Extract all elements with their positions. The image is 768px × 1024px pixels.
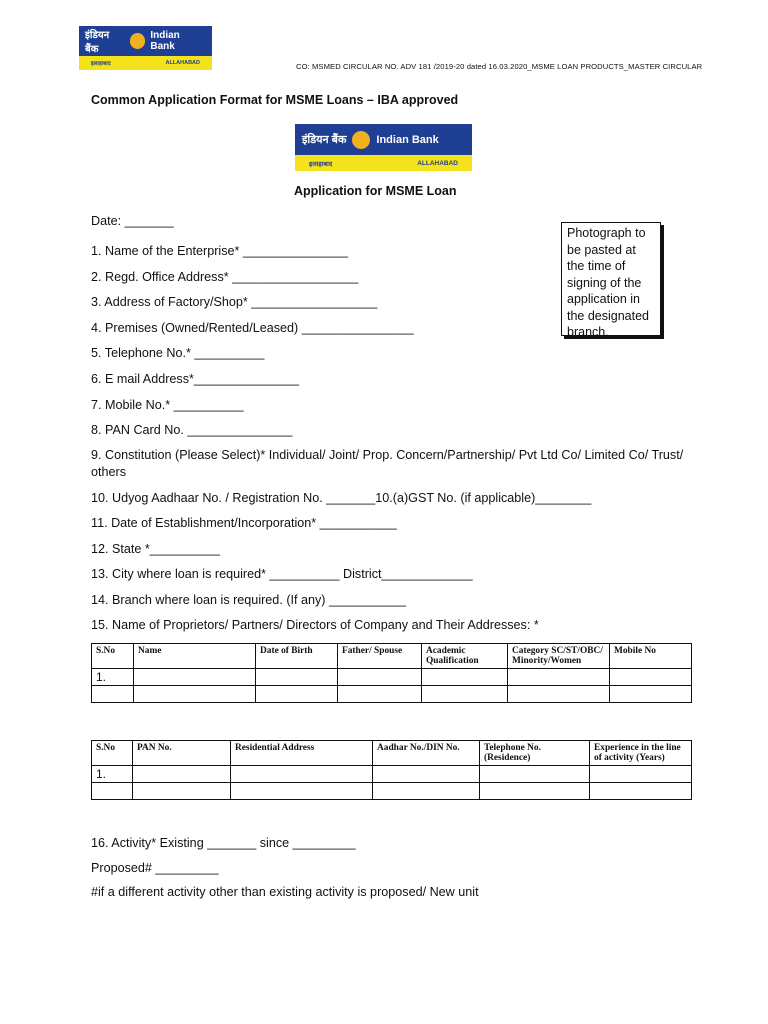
proprietors-table [91,643,692,703]
table-cell[interactable] [373,783,480,800]
table-cell[interactable] [373,766,480,783]
table-cell[interactable] [610,686,692,703]
indian-bank-logo [79,26,212,70]
table-header: Date of Birth [256,644,338,669]
logo-english-name: Indian Bank [376,133,439,146]
logo-hindi-sub: इलाहाबाद [309,160,333,168]
logo-hindi-name: इंडियन बैंक [85,30,110,55]
table-row [92,669,692,686]
table-row [92,766,692,783]
field-premises: 4. Premises (Owned/Rented/Leased) ________________ [91,321,414,335]
circular-reference: CO: MSMED CIRCULAR NO. ADV 181 /2019-20 dated 16.03.2020_MSME LOAN PRODUCTS_MASTER CIRCULAR [296,62,703,71]
table-cell[interactable] [508,669,610,686]
table-cell[interactable] [133,766,231,783]
footnote: #if a different activity other than existing activity is proposed/ New unit [91,885,479,899]
field-email: 6. E mail Address*_______________ [91,372,299,386]
table-header: Mobile No [610,644,692,669]
field-city-district: 13. City where loan is required* __________ District_____________ [91,567,473,581]
table-cell[interactable] [422,669,508,686]
bank-emblem-icon [352,131,370,149]
table-cell[interactable] [134,669,256,686]
table-header: Residential Address [231,741,373,766]
table-cell-sno: 1. [92,766,133,783]
table-cell[interactable] [508,686,610,703]
table-cell[interactable] [256,686,338,703]
table-cell[interactable] [92,783,133,800]
logo-english-sub: ALLAHABAD [417,159,458,167]
field-constitution: 9. Constitution (Please Select)* Individual/ Joint/ Prop. Concern/Partnership/ Pvt Ltd Co/ Limited Co/ Trust/ others [91,448,684,479]
field-enterprise-name: 1. Name of the Enterprise* _______________ [91,244,348,258]
table-header: Academic Qualification [422,644,508,669]
table-cell[interactable] [338,686,422,703]
page-title: Common Application Format for MSME Loans – IBA approved [91,93,459,107]
field-proposed: Proposed# _________ [91,861,219,875]
table-cell[interactable] [480,766,590,783]
field-pan-card: 8. PAN Card No. _______________ [91,423,293,437]
table-cell[interactable] [256,669,338,686]
field-state: 12. State *__________ [91,542,220,556]
table-header: Name [134,644,256,669]
logo-english-sub: ALLAHABAD [165,60,200,66]
field-telephone: 5. Telephone No.* __________ [91,346,265,360]
table-header: S.No [92,741,133,766]
table-row [92,783,692,800]
table-cell[interactable] [133,783,231,800]
field-branch: 14. Branch where loan is required. (If any) ___________ [91,593,407,607]
table-cell[interactable] [590,783,692,800]
field-mobile: 7. Mobile No.* __________ [91,398,244,412]
field-proprietors-heading: 15. Name of Proprietors/ Partners/ Directors of Company and Their Addresses: * [91,618,539,632]
table-cell[interactable] [231,766,373,783]
table-header: Aadhar No./DIN No. [373,741,480,766]
table-header: Father/ Spouse [338,644,422,669]
table-cell[interactable] [610,669,692,686]
logo-english-name: Indian Bank [150,30,180,52]
field-factory-address: 3. Address of Factory/Shop* __________________ [91,295,378,309]
table-cell[interactable] [338,669,422,686]
field-regd-office-address: 2. Regd. Office Address* __________________ [91,270,359,284]
table-cell-sno: 1. [92,669,134,686]
table-cell[interactable] [92,686,134,703]
field-udyog-aadhaar-gst: 10. Udyog Aadhaar No. / Registration No. _______10.(a)GST No. (if applicable)________ [91,491,592,505]
field-date-of-establishment: 11. Date of Establishment/Incorporation* ___________ [91,516,397,530]
table-cell[interactable] [590,766,692,783]
table-cell[interactable] [231,783,373,800]
logo-hindi-name: इंडियन बैंक [302,134,347,146]
indian-bank-logo-center [295,124,472,171]
table-header: PAN No. [133,741,231,766]
field-activity: 16. Activity* Existing _______ since _________ [91,836,356,850]
photograph-box: Photograph to be pasted at the time of signing of the application in the designated branch. [561,222,661,336]
table-cell[interactable] [422,686,508,703]
table-header: Category SC/ST/OBC/ Minority/Women [508,644,610,669]
bank-emblem-icon [130,33,146,49]
table-cell[interactable] [480,783,590,800]
logo-hindi-sub: इलाहाबाद [91,61,111,67]
form-subtitle: Application for MSME Loan [294,184,457,198]
proprietors-details-table [91,740,692,800]
table-header: S.No [92,644,134,669]
table-header: Telephone No. (Residence) [480,741,590,766]
field-date: Date: _______ [91,214,174,228]
table-cell[interactable] [134,686,256,703]
table-row [92,686,692,703]
table-header: Experience in the line of activity (Years) [590,741,692,766]
